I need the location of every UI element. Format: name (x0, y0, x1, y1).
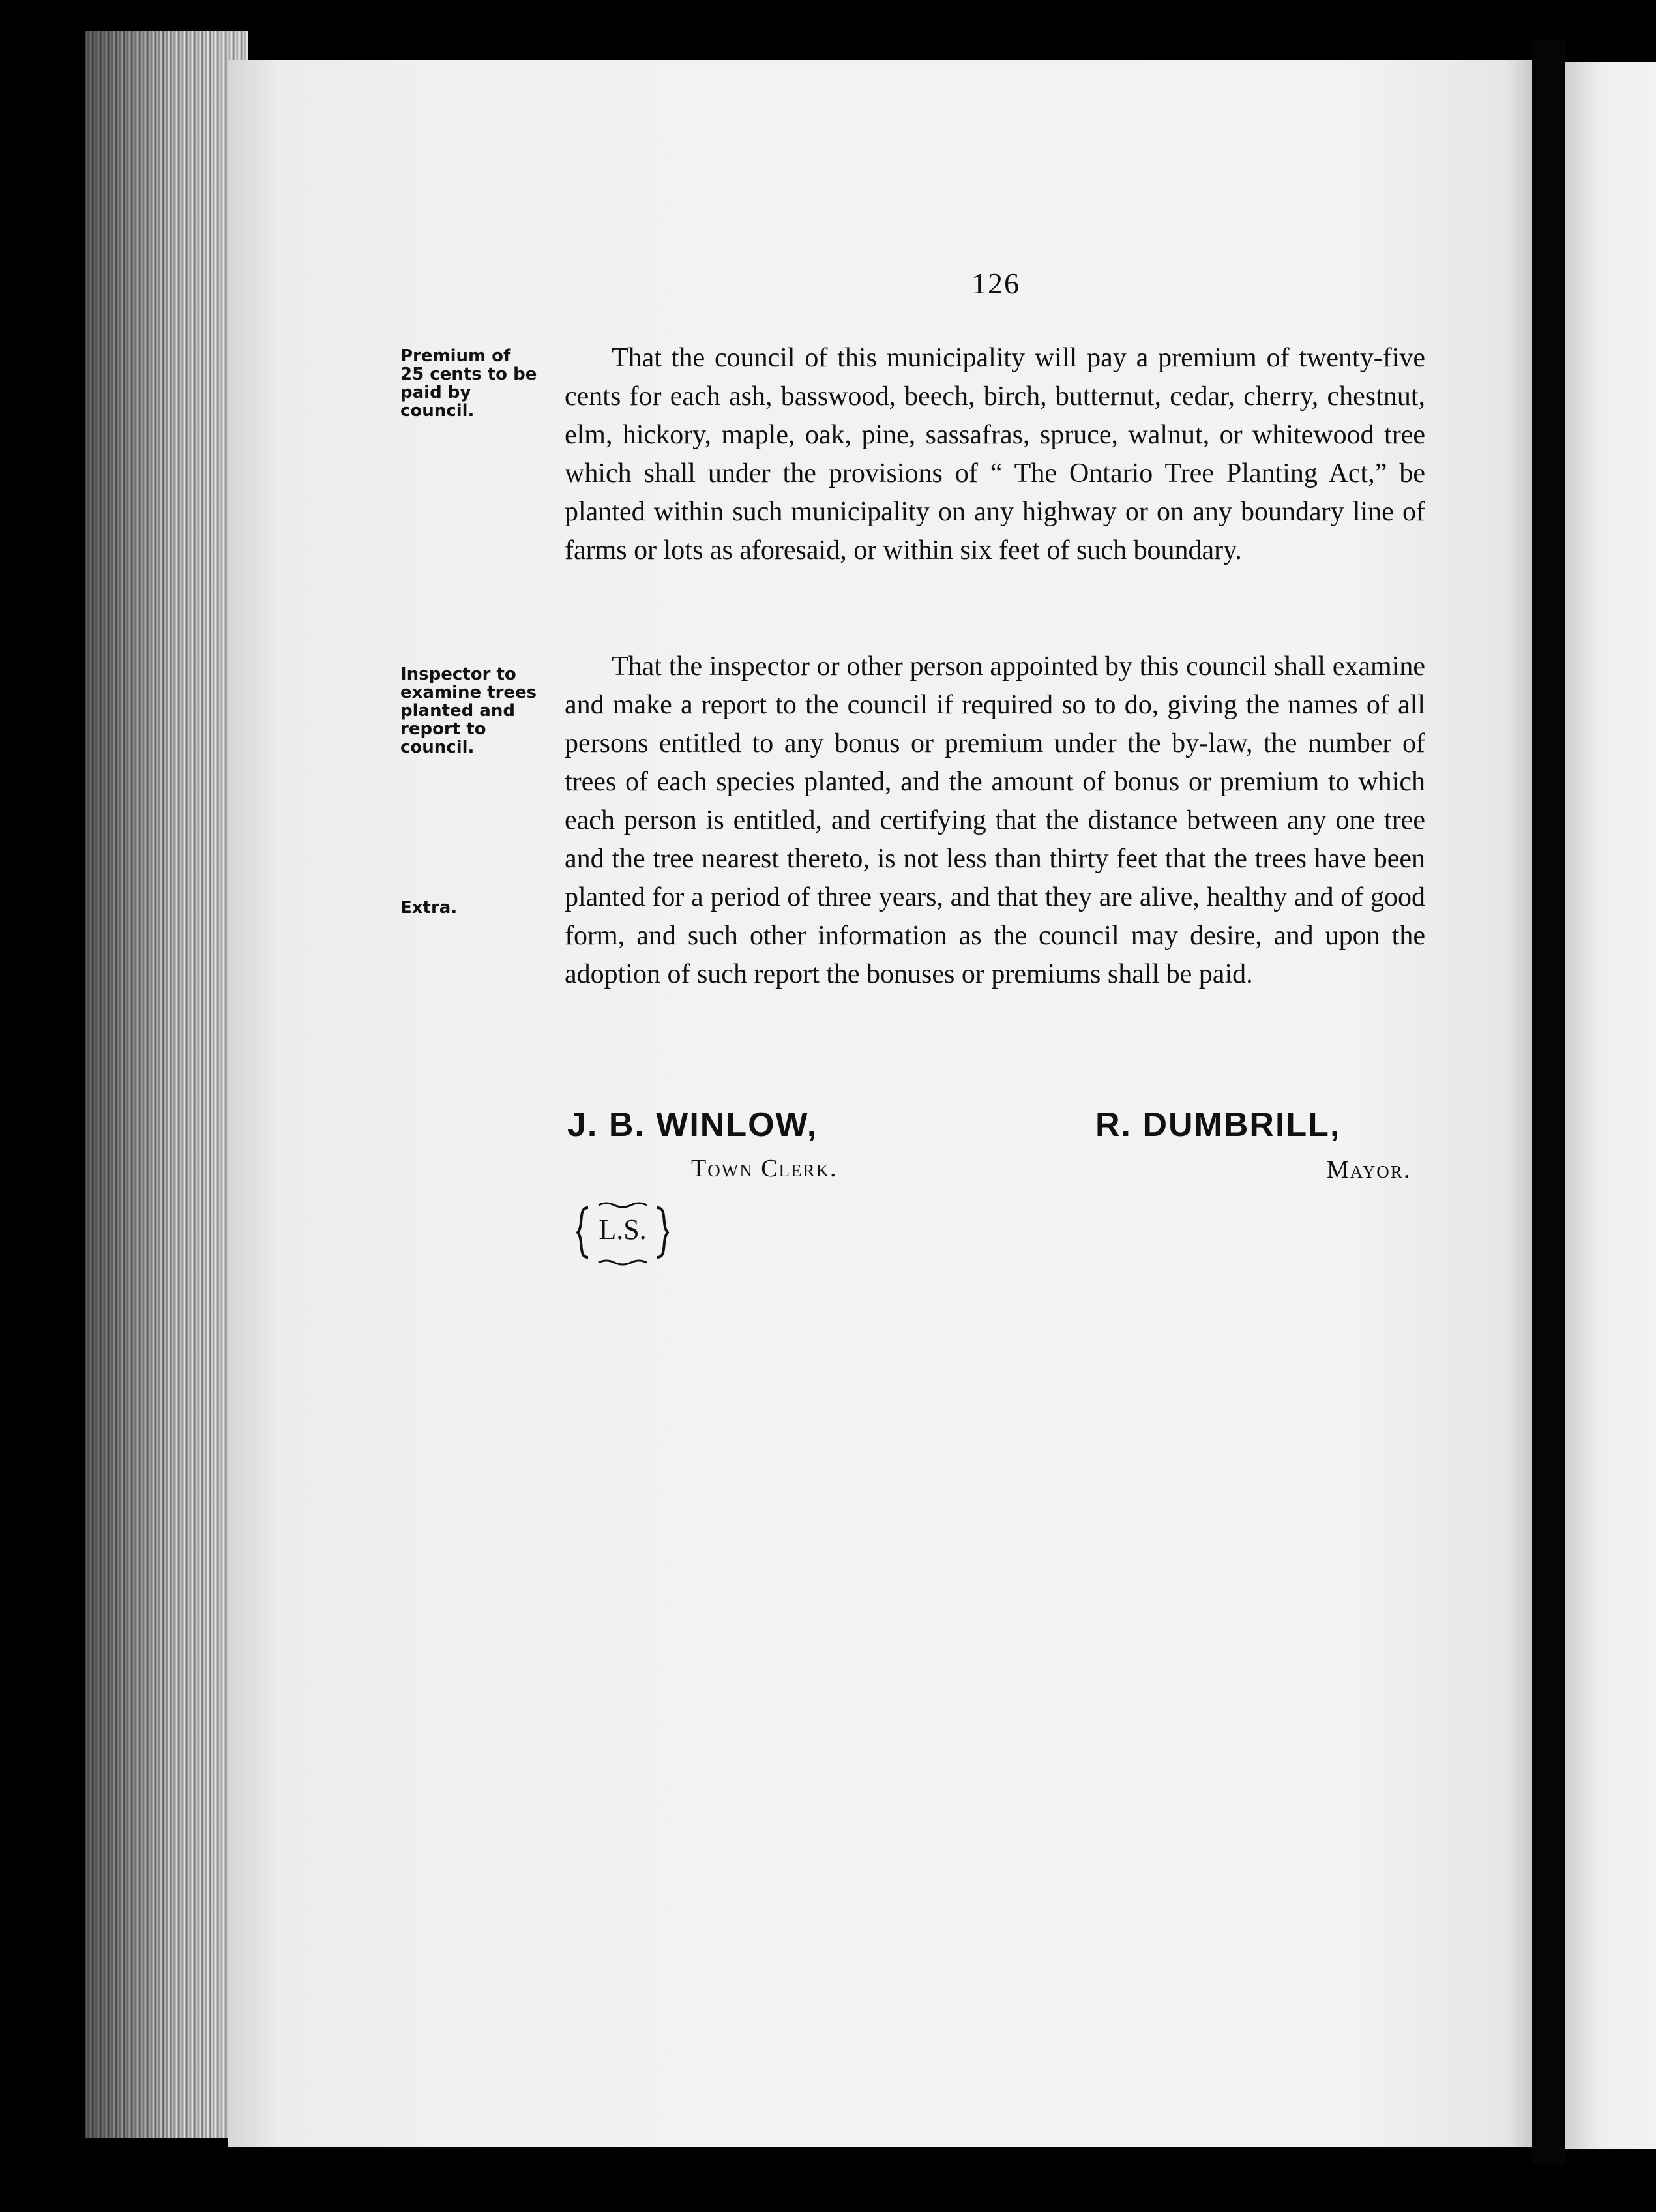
margin-note-line: Inspector to (400, 665, 516, 684)
margin-note-line: paid by (400, 383, 471, 402)
paragraph-inspector: That the inspector or other person appointed by this council shall examine and make a report to the council if required so to do, giving the names of all persons entitled to any bonus or premium under the by-law, the number of trees of each species planted, and the amount of bonus or premium to which each person is entitled, and certifying that the distance between any one tree and the tree nearest thereto, is not less than thirty feet that the trees have been planted for a period of three years, and that they are alive, healthy and of good form, and such other information as the council may desire, and upon the adoption of such report the bonuses or premiums shall be paid. (565, 651, 1425, 989)
clerk-title: Town Clerk. (691, 1155, 838, 1182)
margin-note-inspector (400, 665, 563, 756)
margin-note-line: council. (400, 738, 475, 757)
facing-page-edge (1565, 62, 1656, 2149)
mayor-signature-name: R. DUMBRILL, (1095, 1106, 1341, 1144)
paragraph-premium: That the council of this municipality will pay a premium of twenty-five cents for each ash, basswood, beech, birch, butternut, cedar, cherry, chestnut, elm, hickory, maple, oak, pine, sassafras, spruce, walnut, or whitewood tree which shall under the provisions of “ The Ontario Tree Planting Act,” be planted within such municipality on any highway or on any boundary line of farms or lots as aforesaid, or within six feet of such boundary. (565, 343, 1425, 565)
margin-note-line: council. (400, 401, 475, 421)
page-edges-shadow (85, 31, 248, 2138)
clerk-signature-name: J. B. WINLOW, (567, 1106, 818, 1144)
page-number: 126 (971, 267, 1020, 300)
margin-note-line: report to (400, 719, 486, 739)
margin-note-line: planted and (400, 701, 515, 721)
seal-text: L.S. (599, 1214, 647, 1246)
margin-note-line: examine trees (400, 683, 537, 702)
margin-note-line: 25 cents to be (400, 365, 537, 384)
margin-note-extra: Extra. (400, 898, 458, 918)
mayor-title: Mayor. (1327, 1156, 1412, 1184)
margin-note-premium (400, 347, 563, 420)
margin-note-line: Premium of (400, 346, 511, 366)
seal-mark (574, 1200, 672, 1278)
gutter-shadow (1532, 39, 1565, 2165)
